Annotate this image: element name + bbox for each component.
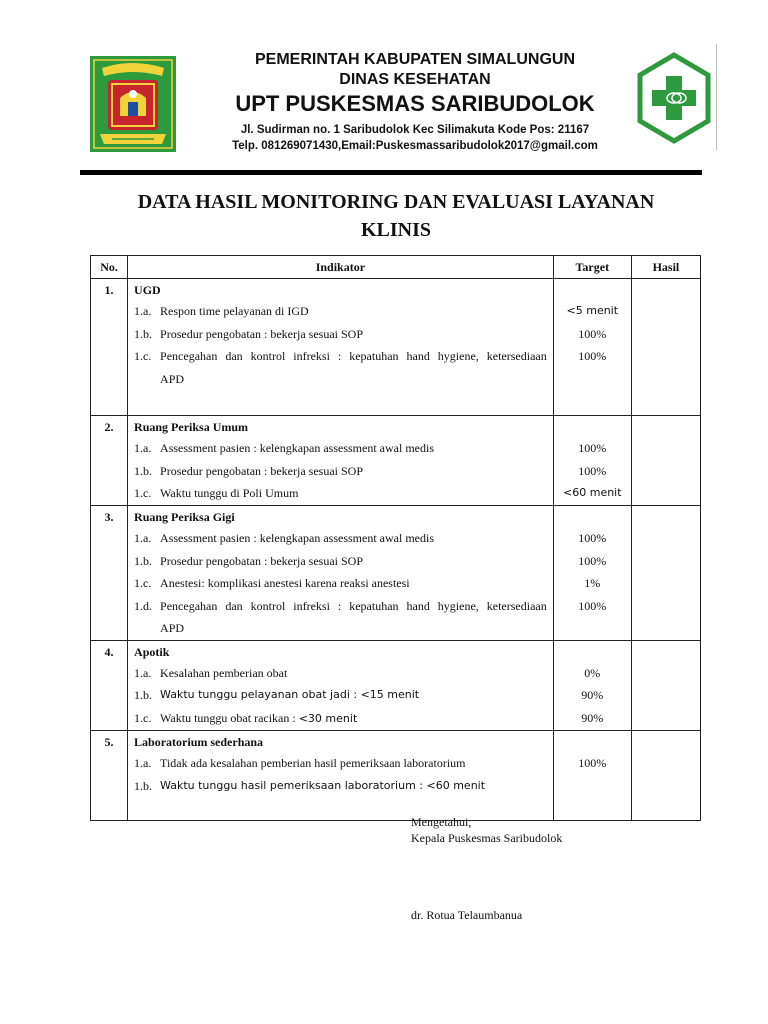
list-item-continuation <box>128 617 553 640</box>
item-code: 1.c. <box>134 349 152 363</box>
item-code: 1.a. <box>134 441 152 455</box>
table-row <box>91 506 701 641</box>
item-code: 1.c. <box>134 710 152 725</box>
item-code: 1.d. <box>134 598 153 613</box>
list-item <box>128 752 553 775</box>
target-value: 0% <box>584 665 601 680</box>
target-value: 100% <box>578 756 607 770</box>
item-text: Waktu tunggu pelayanan obat jadi : <box>160 688 361 701</box>
item-code: 1.b. <box>134 326 153 341</box>
regency-crest-icon <box>90 56 176 152</box>
header-hasil: Hasil <box>631 256 700 279</box>
list-item <box>128 775 553 798</box>
list-item-continuation <box>128 368 553 391</box>
target-cell <box>553 416 631 506</box>
signatory-name: dr. Rotua Telaumbanua <box>411 908 523 922</box>
indicator-cell <box>128 640 554 731</box>
list-item <box>128 684 553 707</box>
target-value: 100% <box>578 531 607 545</box>
target-value: 100% <box>578 326 607 341</box>
hasil-cell <box>631 279 700 416</box>
target-value: 100% <box>578 441 607 455</box>
target-value: 100% <box>578 553 607 568</box>
institution-name: UPT PUSKESMAS SARIBUDOLOK <box>235 91 595 116</box>
item-value: <30 menit <box>298 711 358 725</box>
item-code: 1.c. <box>134 576 152 590</box>
list-item <box>128 527 553 550</box>
target-cell <box>553 506 631 641</box>
list-item <box>128 482 553 505</box>
table-row <box>91 279 701 416</box>
row-number: 3. <box>91 506 128 641</box>
puskesmas-cross-icon <box>636 52 712 144</box>
item-code: 1.b. <box>134 463 153 478</box>
letterhead <box>180 50 650 154</box>
monitoring-table <box>90 255 701 821</box>
letterhead-rule <box>80 170 702 175</box>
item-text: Waktu tunggu hasil pemeriksaan laboratorium : <box>160 778 427 792</box>
item-text: Tidak ada kesalahan pemberian hasil pemeriksaan laboratorium <box>160 756 466 770</box>
header-no: No. <box>91 256 128 279</box>
target-value: 90% <box>581 688 604 702</box>
item-code: 1.a. <box>134 304 152 318</box>
list-item <box>128 323 553 346</box>
target-cell <box>553 640 631 731</box>
indicator-cell <box>128 731 554 821</box>
header-target: Target <box>553 256 631 279</box>
list-item <box>128 300 553 323</box>
item-code: 1.b. <box>134 553 153 568</box>
target-value <box>554 775 631 798</box>
hasil-cell <box>631 506 700 641</box>
header-indikator: Indikator <box>128 256 554 279</box>
govt-name: PEMERINTAH KABUPATEN SIMALUNGUN <box>255 51 575 68</box>
item-text: Assessment pasien : kelengkapan assessment awal medis <box>160 441 434 455</box>
row-number: 2. <box>91 416 128 506</box>
target-value: 1% <box>584 576 601 590</box>
section-title: UGD <box>134 283 161 297</box>
target-value: <5 menit <box>566 304 619 317</box>
agency-name: DINAS KESEHATAN <box>339 71 491 88</box>
signature-block <box>411 814 562 846</box>
item-code: 1.b. <box>134 688 153 702</box>
item-text: Kesalahan pemberian obat <box>160 665 288 680</box>
item-code: 1.a. <box>134 665 152 680</box>
document-title <box>90 188 702 244</box>
title-line-2: KLINIS <box>360 219 432 241</box>
target-value: 100% <box>578 349 607 363</box>
item-text: Pencegahan dan kontrol infreksi : kepatuhan hand hygiene, ketersediaan <box>160 349 547 363</box>
section-title: Apotik <box>134 644 170 659</box>
contact-line: Telp. 081269071430,Email:Puskesmassaribudolok2017@gmail.com <box>232 140 598 152</box>
item-text: Anestesi: komplikasi anestesi karena reaksi anestesi <box>160 576 410 590</box>
item-text: Pencegahan dan kontrol infreksi : kepatuhan hand hygiene, ketersediaan <box>160 598 547 613</box>
indicator-cell <box>128 506 554 641</box>
hasil-cell <box>631 731 700 821</box>
hasil-cell <box>631 416 700 506</box>
list-item <box>128 707 553 731</box>
page-edge-divider <box>716 44 717 150</box>
address-line: Jl. Sudirman no. 1 Saribudolok Kec Silimakuta Kode Pos: 21167 <box>240 124 590 136</box>
section-title: Ruang Periksa Gigi <box>134 510 235 524</box>
section-title: Ruang Periksa Umum <box>134 420 249 434</box>
list-item <box>128 572 553 595</box>
target-value: 90% <box>581 710 604 725</box>
list-item <box>128 662 553 685</box>
table-row <box>91 640 701 731</box>
hasil-cell <box>631 640 700 731</box>
list-item <box>128 460 553 483</box>
item-code: 1.a. <box>134 531 152 545</box>
indicator-cell <box>128 279 554 416</box>
signature-line-2: Kepala Puskesmas Saribudolok <box>411 831 563 845</box>
item-text: Prosedur pengobatan : bekerja sesuai SOP <box>160 553 364 568</box>
target-cell <box>553 279 631 416</box>
item-value: <15 menit <box>360 688 420 701</box>
item-code: 1.a. <box>134 756 152 770</box>
indicator-cell <box>128 416 554 506</box>
title-line-1: DATA HASIL MONITORING DAN EVALUASI LAYANAN <box>137 191 655 213</box>
item-text: Respon time pelayanan di IGD <box>160 304 309 318</box>
target-cell <box>553 731 631 821</box>
target-value: 100% <box>578 463 607 478</box>
item-value: <60 menit <box>426 778 486 792</box>
item-code: 1.c. <box>134 486 152 500</box>
target-value: <60 menit <box>563 486 622 499</box>
item-text-continued: APD <box>160 621 185 635</box>
item-text: Prosedur pengobatan : bekerja sesuai SOP <box>160 463 364 478</box>
table-header-row <box>91 256 701 279</box>
table-row <box>91 731 701 821</box>
list-item <box>128 595 553 618</box>
list-item <box>128 550 553 573</box>
list-item <box>128 345 553 368</box>
table-row <box>91 416 701 506</box>
section-title: Laboratorium sederhana <box>134 735 264 749</box>
item-text-continued: APD <box>160 371 185 386</box>
row-number: 5. <box>91 731 128 821</box>
target-value: 100% <box>578 598 607 613</box>
item-code: 1.b. <box>134 778 153 793</box>
list-item <box>128 437 553 460</box>
item-text: Waktu tunggu obat racikan : <box>160 710 299 725</box>
item-text: Waktu tunggu di Poli Umum <box>160 486 299 500</box>
item-text: Prosedur pengobatan : bekerja sesuai SOP <box>160 326 364 341</box>
row-number: 4. <box>91 640 128 731</box>
item-text: Assessment pasien : kelengkapan assessment awal medis <box>160 531 434 545</box>
signature-line-1: Mengetahui, <box>411 815 472 829</box>
row-number: 1. <box>91 279 128 416</box>
